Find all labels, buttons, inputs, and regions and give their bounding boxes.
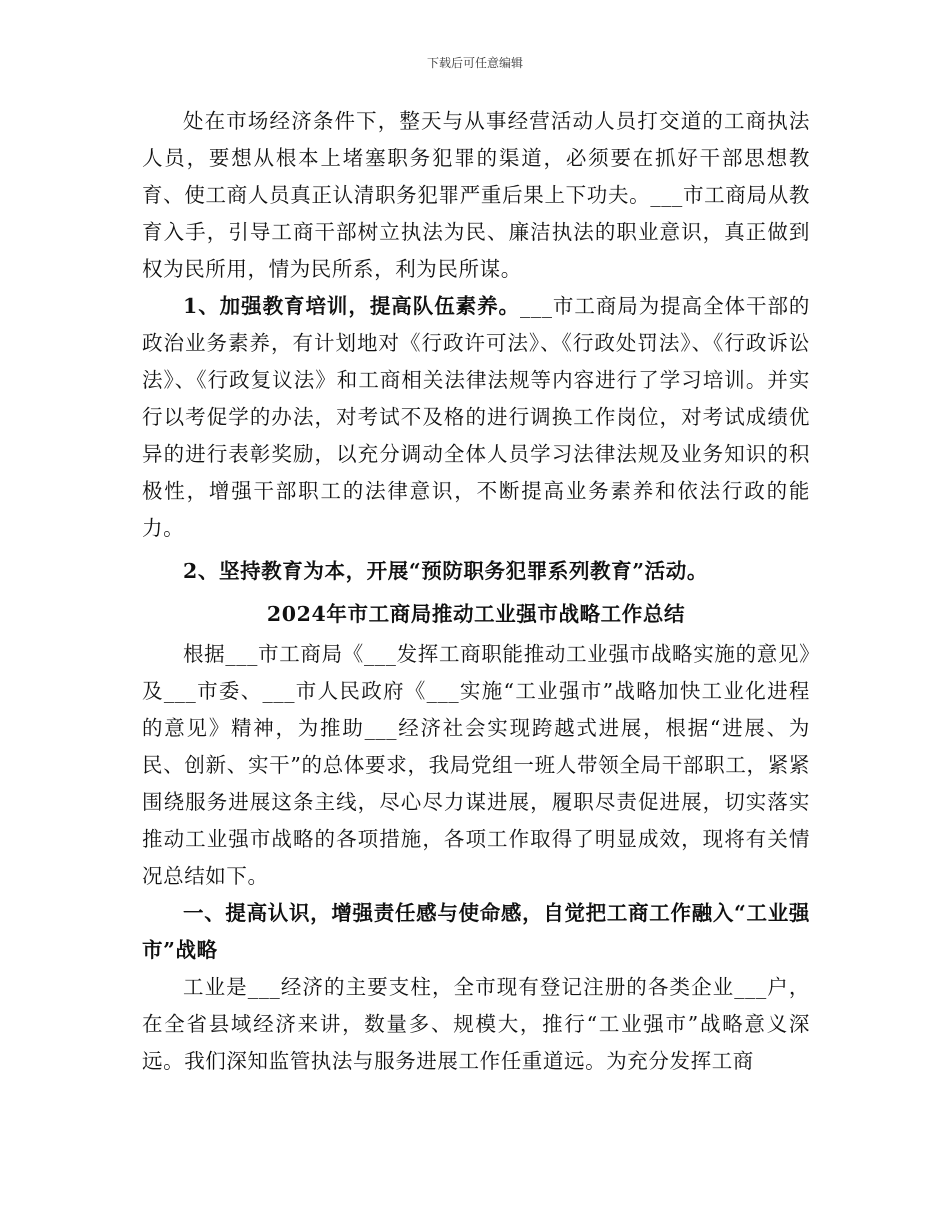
section-1-heading: 一、提高认识，增强责任感与使命感，自觉把工商工作融入“工业强市”战略 [142, 901, 810, 962]
paragraph-item-2: 2、坚持教育为本，开展“预防职务犯罪系列教育”活动。 [183, 559, 708, 583]
document-title: 2024年市工商局推动工业强市战略工作总结 [266, 602, 686, 626]
paragraph-item-1 [142, 288, 810, 547]
document-body [142, 103, 810, 1080]
section-1-body: 工业是___经济的主要支柱，全市现有登记注册的各类企业___户，在全省县域经济来讲，数量多、规模大，推行“工业强市”战略意义深远。我们深知监管执法与服务进展工作任重道远。为充分发挥工商 [142, 975, 810, 1073]
paragraph-summary-intro: 根据___市工商局《___发挥工商职能推动工业强市战略实施的意见》及___市委、___市人民政府《___实施“工业强市”战略加快工业化进程的意见》精神，为推助___经济社会实现跨越式进展，根据“进展、为民、创新、实干”的总体要求，我局党组一班人带领全局干部职工，紧紧围绕服务进展这条主线，尽心尽力谋进展，履职尽责促进展，切实落实推动工业强市战略的各项措施，各项工作取得了明显成效，现将有关情况总结如下。 [142, 642, 810, 888]
item-1-body: ___市工商局为提高全体干部的政治业务素养，有计划地对《行政许可法》、《行政处罚法》、《行政诉讼法》、《行政复议法》和工商相关法律法规等内容进行了学习培训。并实行以考促学的办法，对考试不及格的进行调换工作岗位，对考试成绩优异的进行表彰奖励，以充分调动全体人员学习法律法规及业务知识的积极性，增强干部职工的法律意识，不断提高业务素养和依法行政的能力。 [142, 294, 810, 540]
item-1-heading: 1、加强教育培训，提高队伍素养。 [183, 294, 521, 318]
page-header: 下载后可任意编辑 [426, 56, 523, 70]
paragraph-intro-education: 处在市场经济条件下，整天与从事经营活动人员打交道的工商执法人员，要想从根本上堵塞职务犯罪的渠道，必须要在抓好干部思想教育、使工商人员真正认清职务犯罪严重后果上下功夫。___市工商局从教育入手，引导工商干部树立执法为民、廉洁执法的职业意识，真正做到权为民所用，情为民所系，利为民所谋。 [142, 109, 810, 281]
